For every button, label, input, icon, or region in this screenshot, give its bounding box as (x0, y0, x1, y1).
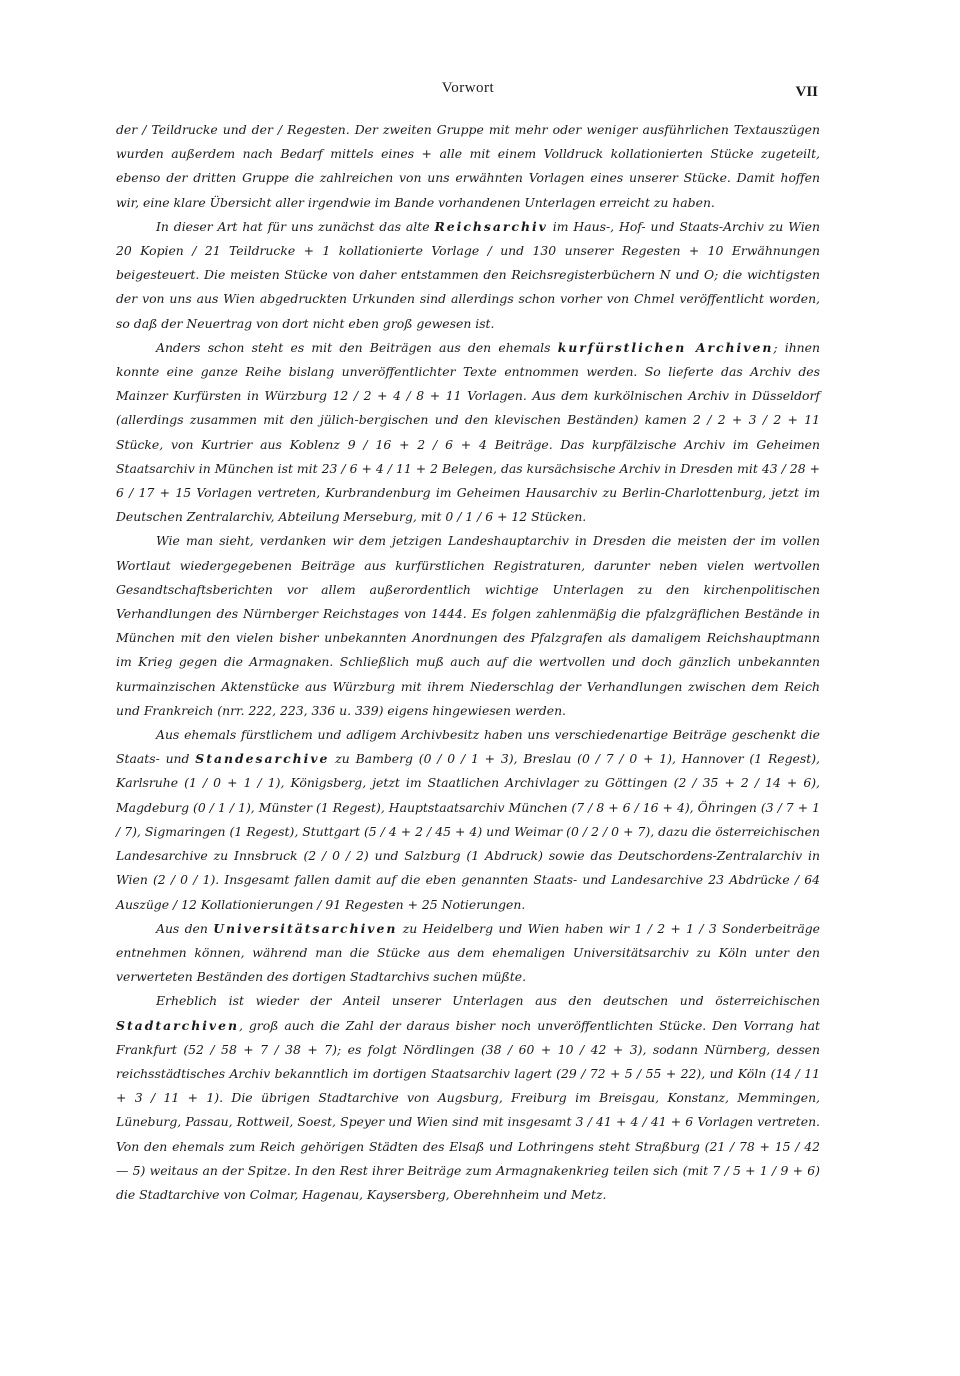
paragraph (116, 215, 820, 336)
paragraph-text: Wie man sieht, verdanken wir dem jetzigen Landeshauptarchiv in Dresden die meisten der im vollen Wortlaut wiedergegebenen Beiträge aus kurfürstlichen Registraturen, darunter neben vielen wertvollen Gesandtschaftsberichten vor allem außerordentlich wichtige Unterlagen zu den kirchenpolitischen Verhandlungen des Nürnberger Reichstages von 1444. Es folgen zahlenmäßig die pfalzgräflichen Bestände in München mit den vielen bisher unbekannten Anordnungen des Pfalzgrafen als damaligem Reichshauptmann im Krieg gegen die Armagnaken. Schließlich muß auch auf die wertvollen und doch gänzlich unbekannten kurmainzischen Aktenstücke aus Würzburg mit ihrem Niederschlag der Verhandlungen zwischen dem Reich und Frankreich (nrr. 222, 223, 336 u. 339) eigens hingewiesen werden. (116, 533, 820, 718)
paragraph-text: , groß auch die Zahl der daraus bisher noch unveröffentlichten Stücke. Den Vorrang hat Frankfurt (52 / 58 + 7 / 38 + 7); es folgt Nördlingen (38 / 60 + 10 / 42 + 3), sodann Nürnberg, dessen reichsstädtisches Archiv bekanntlich im dortigen Staatsarchiv lagert (29 / 72 + 5 / 55 + 22), und Köln (14 / 11 + 3 / 11 + 1). Die übrigen Stadtarchive von Augsburg, Freiburg im Breisgau, Konstanz, Memmingen, Lüneburg, Passau, Rottweil, Soest, Speyer und Wien sind mit insgesamt 3 / 41 + 4 / 41 + 6 Vorlagen vertreten. Von den ehemals zum Reich gehörigen Städten des Elsaß und Lothringens steht Straßburg (21 / 78 + 15 / 42 — 5) weitaus an der Spitze. In den Rest ihrer Beiträge zum Armagnakenkrieg teilen sich (mit 7 / 5 + 1 / 9 + 6) die Stadtarchive von Colmar, Hagenau, Kaysersberg, Oberehnheim und Metz. (116, 1017, 820, 1202)
paragraph-text: In dieser Art hat für uns zunächst das alte (156, 218, 435, 234)
running-head (118, 80, 818, 104)
paragraph-text: im Haus-, Hof- und Staats-Archiv zu Wien 20 Kopien / 21 Teildrucke + 1 kollationierte Vorlage / und 130 unserer Regesten + 10 Erwähnungen beigesteuert. Die meisten Stücke von daher entstammen den Reichsregisterbüchern N und O; die wichtigsten der von uns aus Wien abgedruckten Urkunden sind allerdings schon vorher von Chmel veröffentlicht worden, so daß der Neuertrag von dort nicht eben groß gewesen ist. (116, 218, 820, 331)
paragraph-text: Anders schon steht es mit den Beiträgen aus den ehemals (156, 339, 558, 355)
paragraph (116, 336, 820, 530)
running-title: Vorwort (441, 80, 495, 96)
paragraph (116, 529, 820, 723)
paragraph-text: Aus den (156, 920, 214, 936)
paragraph-text: ; ihnen konnte eine ganze Reihe bislang unveröffentlichter Texte entnommen werden. So lieferte das Archiv des Mainzer Kurfürsten in Würzburg 12 / 2 + 4 / 8 + 11 Vorlagen. Aus dem kurkölnischen Archiv in Düsseldorf (allerdings zusammen mit den jülich-bergischen und den klevischen Beständen) kamen 2 / 2 + 3 / 2 + 11 Stücke, von Kurtrier aus Koblenz 9 / 16 + 2 / 6 + 4 Beiträge. Das kurpfälzische Archiv im Geheimen Staatsarchiv in München ist mit 23 / 6 + 4 / 11 + 2 Belegen, das kursächsische Archiv in Dresden mit 43 / 28 + 6 / 17 + 15 Vorlagen vertreten, Kurbrandenburg im Geheimen Hausarchiv zu Berlin-Charlottenburg, jetzt im Deutschen Zentralarchiv, Abteilung Merseburg, mit 0 / 1 / 6 + 12 Stücken. (116, 339, 820, 525)
paragraph-text: der / Teildrucke und der / Regesten. Der zweiten Gruppe mit mehr oder weniger ausführlichen Textauszügen wurden außerdem nach Bedarf mittels eines + alle mit einem Volldruck kollationierten Stücke zugeteilt, ebenso der dritten Gruppe die zahlreichen von uns erwähnten Vorlagen eines unserer Stücke. Damit hoffen wir, eine klare Übersicht aller irgendwie im Bande vorhandenen Unterlagen erreicht zu haben. (116, 122, 820, 210)
emphasized-term: Standesarchive (195, 751, 330, 767)
paragraph (116, 723, 820, 917)
paragraph (116, 118, 820, 215)
emphasized-term: kurfürstlichen Archiven (557, 339, 774, 355)
paragraph-text: zu Heidelberg und Wien haben wir 1 / 2 + 1 / 3 Sonderbeiträge entnehmen können, während man die Stücke aus dem ehemaligen Universitätsarchiv zu Köln unter den verwerteten Beständen des dortigen Stadtarchivs suchen müßte. (116, 920, 820, 985)
emphasized-term: Stadtarchiven (116, 1017, 239, 1033)
body-text (116, 118, 820, 1207)
emphasized-term: Reichsarchiv (434, 218, 548, 234)
paragraph (116, 917, 820, 990)
page-number: VII (795, 84, 818, 100)
paragraph-text: Aus ehemals fürstlichem und adligem Archivbesitz haben uns verschiedenartige Beiträge geschenkt die Staats- und (116, 727, 820, 767)
paragraph-text: Erheblich ist wieder der Anteil unserer Unterlagen aus den deutschen und österreichischen (156, 993, 820, 1009)
emphasized-term: Universitätsarchiven (213, 920, 398, 936)
paragraph-text: zu Bamberg (0 / 0 / 1 + 3), Breslau (0 / 7 / 0 + 1), Hannover (1 Regest), Karlsruhe (1 / 0 + 1 / 1), Königsberg, jetzt im Staatlichen Archivlager zu Göttingen (2 / 35 + 2 / 14 + 6), Magdeburg (0 / 1 / 1), Münster (1 Regest), Hauptstaatsarchiv München (7 / 8 + 6 / 16 + 4), Öhringen (3 / 7 + 1 / 7), Sigmaringen (1 Regest), Stuttgart (5 / 4 + 2 / 45 + 4) und Weimar (0 / 2 / 0 + 7), dazu die österreichischen Landesarchive zu Innsbruck (2 / 0 / 2) und Salzburg (1 Abdruck) sowie das Deutschordens-Zentralarchiv in Wien (2 / 0 / 1). Insgesamt fallen damit auf die eben genannten Staats- und Landesarchive 23 Abdrücke / 64 Auszüge / 12 Kollationierungen / 91 Regesten + 25 Notierungen. (116, 751, 820, 912)
paragraph (116, 989, 820, 1207)
